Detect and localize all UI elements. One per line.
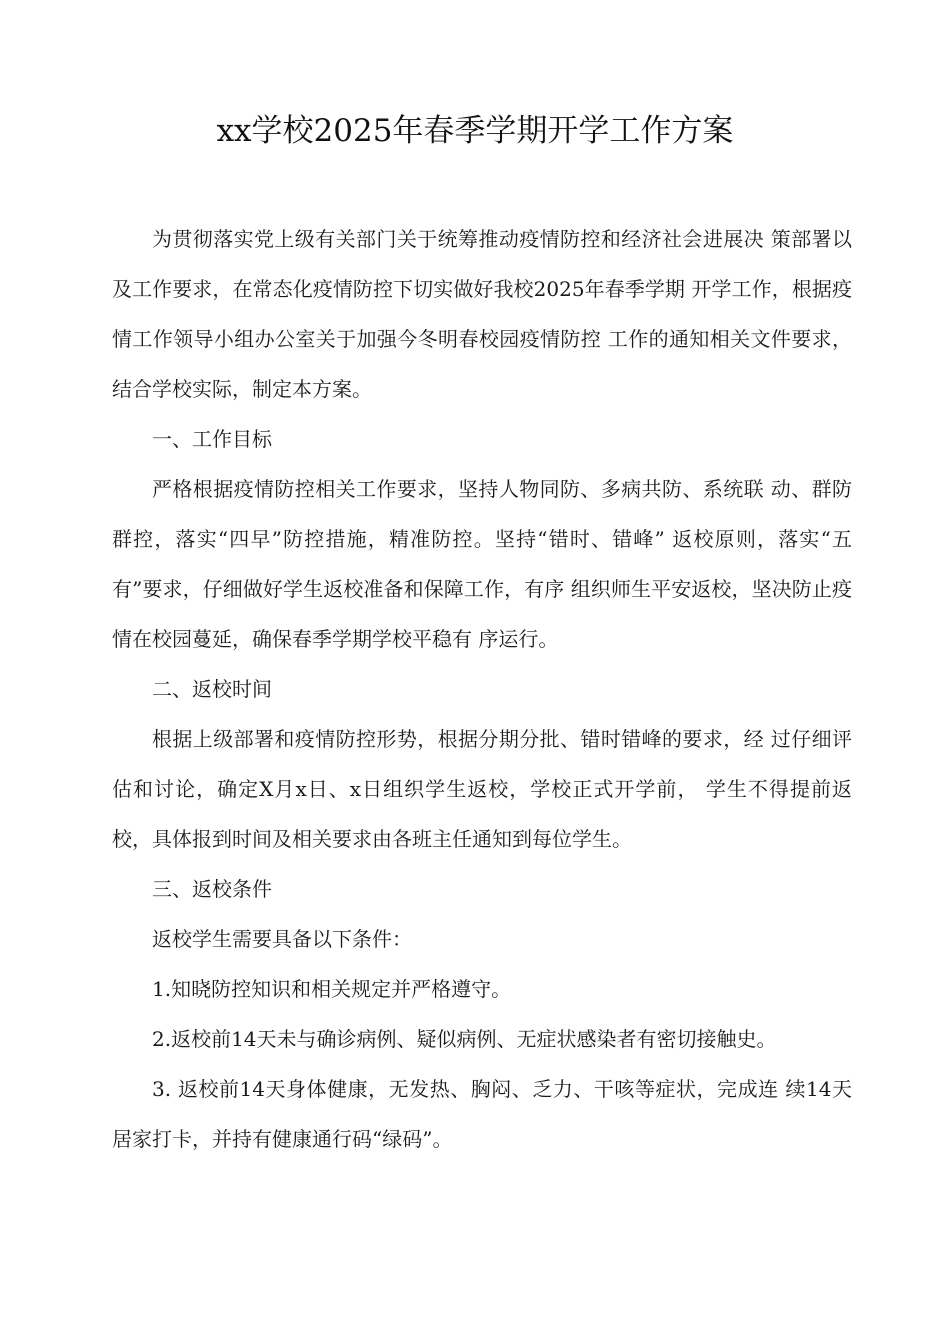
intro-paragraph: 为贯彻落实党上级有关部门关于统筹推动疫情防控和经济社会进展决 策部署以及工作要求，在常态化疫情防控下切实做好我校2025年春季学期 开学工作，根据疫情工作领导小组办公室关于加强今冬明春校园疫情防控 工作的通知相关文件要求，结合学校实际，制定本方案。 — [112, 227, 852, 401]
condition-item-1: 1.知晓防控知识和相关规定并严格遵守。 — [152, 977, 512, 1001]
return-time-paragraph: 根据上级部署和疫情防控形势，根据分期分批、错时错峰的要求，经 过仔细评估和讨论，确定X月x日、x日组织学生返校，学校正式开学前， 学生不得提前返校，具体报到时间及相关要求由各班主任通知到每位学生。 — [112, 727, 852, 851]
conditions-intro: 返校学生需要具备以下条件： — [152, 927, 412, 951]
section-heading-return-time: 二、返校时间 — [152, 677, 272, 701]
document-title: xx学校2025年春季学期开学工作方案 — [216, 113, 734, 149]
goals-paragraph: 严格根据疫情防控相关工作要求，坚持人物同防、多病共防、系统联 动、群防群控，落实“四早”防控措施，精准防控。坚持“错时、错峰” 返校原则，落实“五有”要求，仔细做好学生返校准备和保障工作，有序 组织师生平安返校，坚决防止疫情在校园蔓延，确保春季学期学校平稳有 序运行。 — [112, 477, 852, 651]
condition-item-3: 3. 返校前14天身体健康，无发热、胸闷、乏力、干咳等症状，完成连 续14天居家打卡，并持有健康通行码“绿码”。 — [112, 1077, 852, 1151]
section-heading-return-conditions: 三、返校条件 — [152, 877, 272, 901]
condition-item-2: 2.返校前14天未与确诊病例、疑似病例、无症状感染者有密切接触史。 — [152, 1027, 777, 1051]
document-body — [112, 214, 852, 1164]
section-heading-goals: 一、工作目标 — [152, 427, 272, 451]
